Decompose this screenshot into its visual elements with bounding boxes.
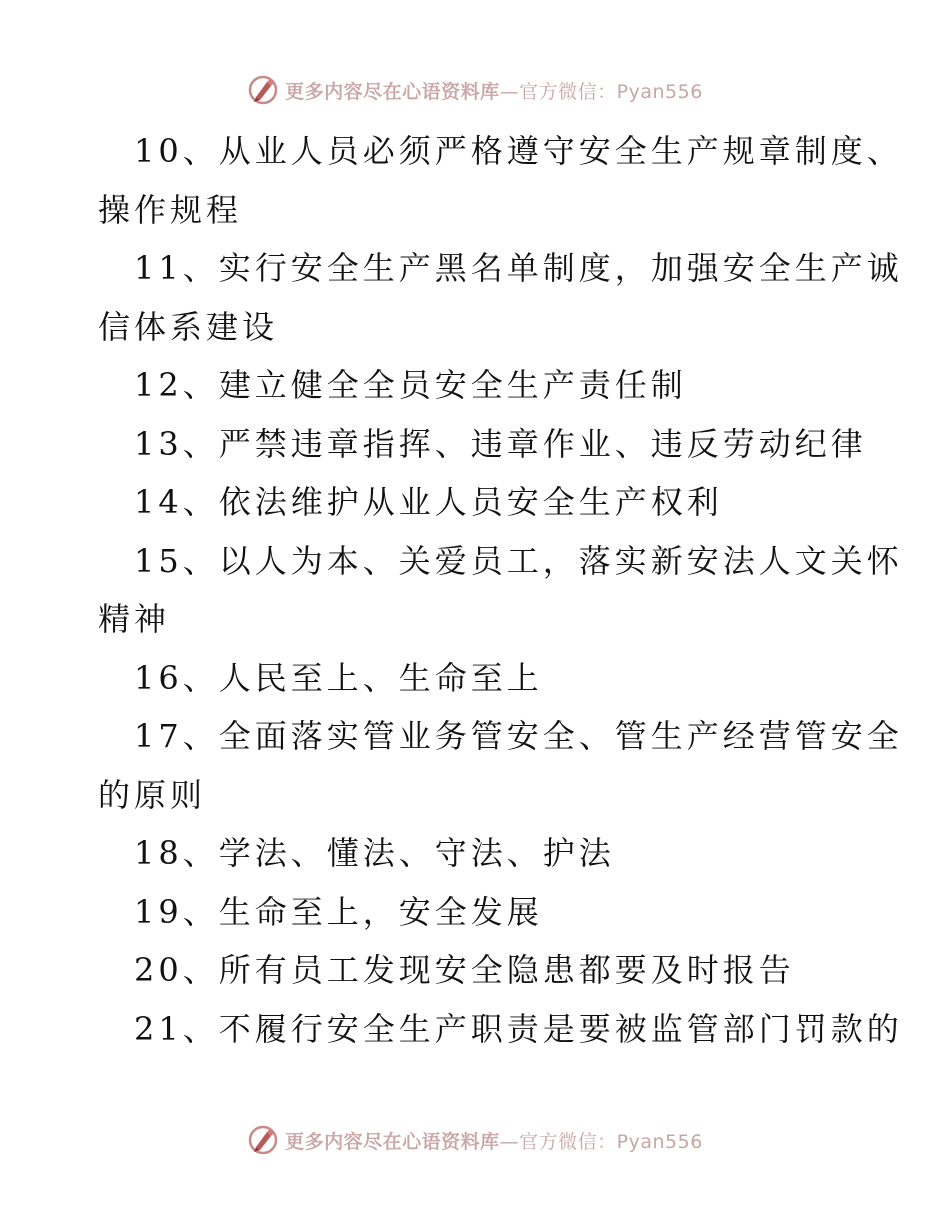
watermark-text: 更多内容尽在心语资料库—官方微信：Pyan556 [285,1130,703,1153]
document-body [98,122,903,1058]
list-item: 20、所有员工发现安全隐患都要及时报告 [134,951,795,989]
list-item: 16、人民至上、生命至上 [134,658,543,697]
header-watermark [0,70,950,110]
list-item: 21、不履行安全生产职责是要被监管部门罚款的 [134,1009,903,1048]
list-item: 18、学法、懂法、守法、护法 [134,834,615,872]
list-item: 15、以人为本、关爱员工，落实新安法人文关怀 [134,541,903,580]
list-item-continuation: 的原则 [98,775,207,814]
pen-logo-icon [247,74,279,106]
list-item: 13、严禁违章指挥、违章作业、违反劳动纪律 [134,424,867,463]
watermark-text: 更多内容尽在心语资料库—官方微信：Pyan556 [285,80,703,103]
list-item-continuation: 精神 [98,600,171,638]
list-item: 19、生命至上，安全发展 [134,892,543,931]
pen-logo-icon [247,1124,279,1156]
list-item: 14、依法维护从业人员安全生产权利 [134,483,723,521]
list-item: 12、建立健全全员安全生产责任制 [134,366,687,404]
footer-watermark [0,1120,950,1160]
list-item: 10、从业人员必须严格遵守安全生产规章制度、 [134,132,903,170]
list-item: 17、全面落实管业务管安全、管生产经营管安全 [134,717,903,755]
list-item: 11、实行安全生产黑名单制度，加强安全生产诚 [134,249,903,287]
list-item-continuation: 操作规程 [98,190,243,229]
list-item-continuation: 信体系建设 [98,307,279,346]
